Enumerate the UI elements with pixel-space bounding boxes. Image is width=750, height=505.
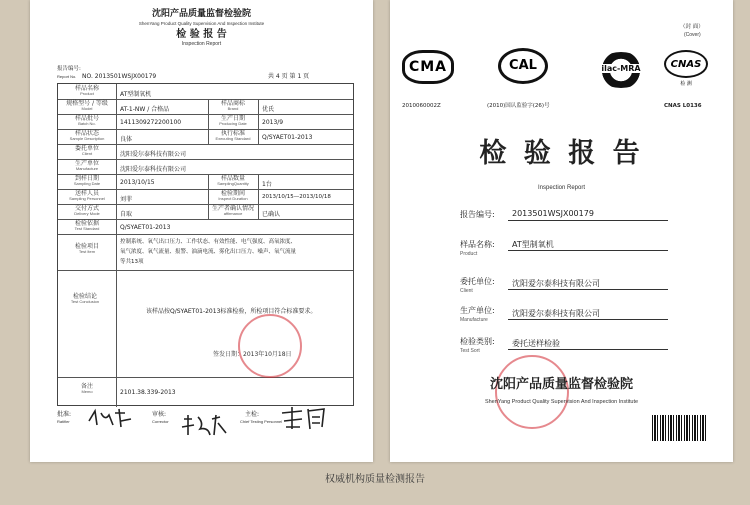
field-value-product: AT型制氧机 <box>512 240 554 249</box>
cover-institute-name-cn: 沈阳产品质量监督检验院 <box>489 377 633 392</box>
cover-institute-name-en: ShenYang Product Quality Supervision And Inspection Institute <box>484 399 639 405</box>
row-value-sampling-personnel: 刘菲 <box>120 196 133 203</box>
corrector-signature <box>180 413 230 439</box>
row-label-sampling-date: 到样日期 Sampling Date <box>73 175 101 187</box>
field-value-test-sort: 委托送样检验 <box>512 339 560 348</box>
field-value-report-no: 2013501WSJX00179 <box>512 209 594 218</box>
field-label-test-sort: 检验类别: Test Sort <box>460 337 495 354</box>
corrector-label-en: Corrector <box>152 419 169 424</box>
cnas-number: CNAS L0136 <box>664 103 702 109</box>
page-info: 共 4 页 第 1 页 <box>268 73 310 80</box>
row-value-client: 沈阳爱尔泰科技有限公司 <box>120 151 187 158</box>
memo-value: 2101.38.339-2013 <box>120 389 176 396</box>
row-label-delivery: 交付方式 Delivery Mode <box>74 205 100 217</box>
field-label-client: 委托单位: Client <box>460 277 495 294</box>
row-label-memo: 备注 Memo <box>80 383 93 395</box>
field-label-product: 样品名称: Product <box>460 240 495 257</box>
row-label-test-item: 检验项目 Test Item <box>74 243 99 255</box>
row-value-model: AT-1-NW / 合格品 <box>120 106 170 113</box>
conclusion-text: 该样品按Q/SYAET01-2013标准检验，所检项目符合标准要求。 <box>146 308 317 315</box>
row-value-brand: 优氏 <box>262 106 275 113</box>
test-items-line-2: 氧气浓度、氧气流量、报警、油滴电流、雾化出口压力、噪声、氧气流量 <box>120 249 297 255</box>
row-label-batch: 样品批号 Batch No. <box>74 115 99 127</box>
report-no: NO. 2013501WSJX00179 <box>82 73 157 80</box>
ratifier-label: 批准: <box>57 411 72 418</box>
row-label-product: 样品名称 Product <box>74 85 99 97</box>
cma-number: 2010060002Z <box>402 103 441 109</box>
cover-label: （封 面） <box>680 24 704 30</box>
row-label-client: 委托单位 Client <box>74 145 99 157</box>
row-value-quantity: 1台 <box>262 181 272 188</box>
report-no-label: 报告编号: <box>57 66 81 72</box>
ilac-mra-logo: ilac-MRA <box>595 52 647 88</box>
row-value-product: AT型制氧机 <box>120 91 152 98</box>
row-label-brand: 样品商标 Brand <box>220 100 245 112</box>
corrector-label: 审核: <box>152 411 167 418</box>
ratifier-label-en: Ratifier <box>57 419 70 424</box>
row-label-affirmance: 生产者确认情况 affirmance <box>211 205 254 217</box>
report-title-en: Inspection Report <box>181 41 222 47</box>
tester-signature <box>280 405 330 431</box>
row-label-test-standard: 检验依据 Test Standard <box>74 220 100 232</box>
row-value-batch: 1411309272200100 <box>120 119 182 126</box>
row-label-inspect-duration: 检验期间 Inspect Duration <box>218 190 248 202</box>
cma-logo: CMA <box>402 50 454 84</box>
field-label-report-no: 报告编号: <box>460 210 495 219</box>
field-value-client: 沈阳爱尔泰科技有限公司 <box>512 279 600 288</box>
barcode <box>652 415 707 441</box>
ratifier-signature <box>85 407 135 429</box>
inspection-report-inner-page <box>30 0 373 462</box>
row-value-inspect-duration: 2013/10/15—2013/10/18 <box>262 194 331 200</box>
cal-number: (2010)国认监验字(26)号 <box>487 103 550 109</box>
tester-label-en: Chief Testing Personnel <box>240 419 283 424</box>
row-label-manufacture: 生产单位 Manufacture <box>74 160 99 172</box>
institute-name-cn: 沈阳产品质量监督检验院 <box>151 9 251 19</box>
row-label-quantity: 样品数量 SamplingQuantity <box>217 175 249 187</box>
report-title-cn: 检 验 报 告 <box>176 29 227 40</box>
report-table <box>57 83 354 406</box>
official-seal <box>238 314 302 378</box>
inspection-report-cover-page <box>390 0 733 462</box>
row-value-sample-desc: 良体 <box>120 136 133 143</box>
test-items-line-1: 控制系统、氧气出口压力、工作状态、有效性能、电气强度、高氧浓度、 <box>120 239 297 245</box>
row-value-delivery: 自取 <box>120 211 133 218</box>
row-value-affirmance: 已确认 <box>262 211 281 218</box>
row-value-test-standard: Q/SYAET01-2013 <box>120 224 171 231</box>
row-label-sampling-personnel: 送样人员 Sampling Personnel <box>69 190 105 202</box>
institute-name-en: ShenYang Product Quality Supervision And Inspection Institute <box>138 21 265 26</box>
row-label-conclusion: 检验结论 Test Conclusion <box>70 293 100 305</box>
field-value-manufacture: 沈阳爱尔泰科技有限公司 <box>512 309 600 318</box>
row-value-manufacture: 沈阳爱尔泰科技有限公司 <box>120 166 187 173</box>
report-no-label-en: Report No. <box>57 74 77 79</box>
row-label-model: 规格型号 / 等级 Model <box>66 100 108 112</box>
cover-official-seal <box>495 355 569 429</box>
image-caption: 权威机构质量检测报告 <box>325 474 425 485</box>
row-value-standard: Q/SYAET01-2013 <box>262 134 313 141</box>
cover-label-en: (Cover) <box>684 32 701 38</box>
row-label-standard: 执行标准 Executing Standard <box>215 130 251 142</box>
cal-logo: CAL <box>498 48 548 84</box>
sign-date: 签发日期：2013年10月18日 <box>213 351 292 358</box>
cnas-logo: CNAS 检 测 <box>662 50 710 88</box>
cover-title-en: Inspection Report <box>537 185 586 191</box>
row-value-sampling-date: 2013/10/15 <box>120 179 155 186</box>
row-label-sample-desc: 样品状态 Sample Description <box>69 130 105 142</box>
field-label-manufacture: 生产单位: Manufacture <box>460 306 495 323</box>
tester-label: 主检: <box>245 411 260 418</box>
row-label-producing-date: 生产日期 Producing Date <box>219 115 247 127</box>
row-value-producing-date: 2013/9 <box>262 119 284 126</box>
test-items-line-3: 等共13项 <box>120 259 144 265</box>
cover-title-cn: 检 验 报 告 <box>479 138 644 169</box>
